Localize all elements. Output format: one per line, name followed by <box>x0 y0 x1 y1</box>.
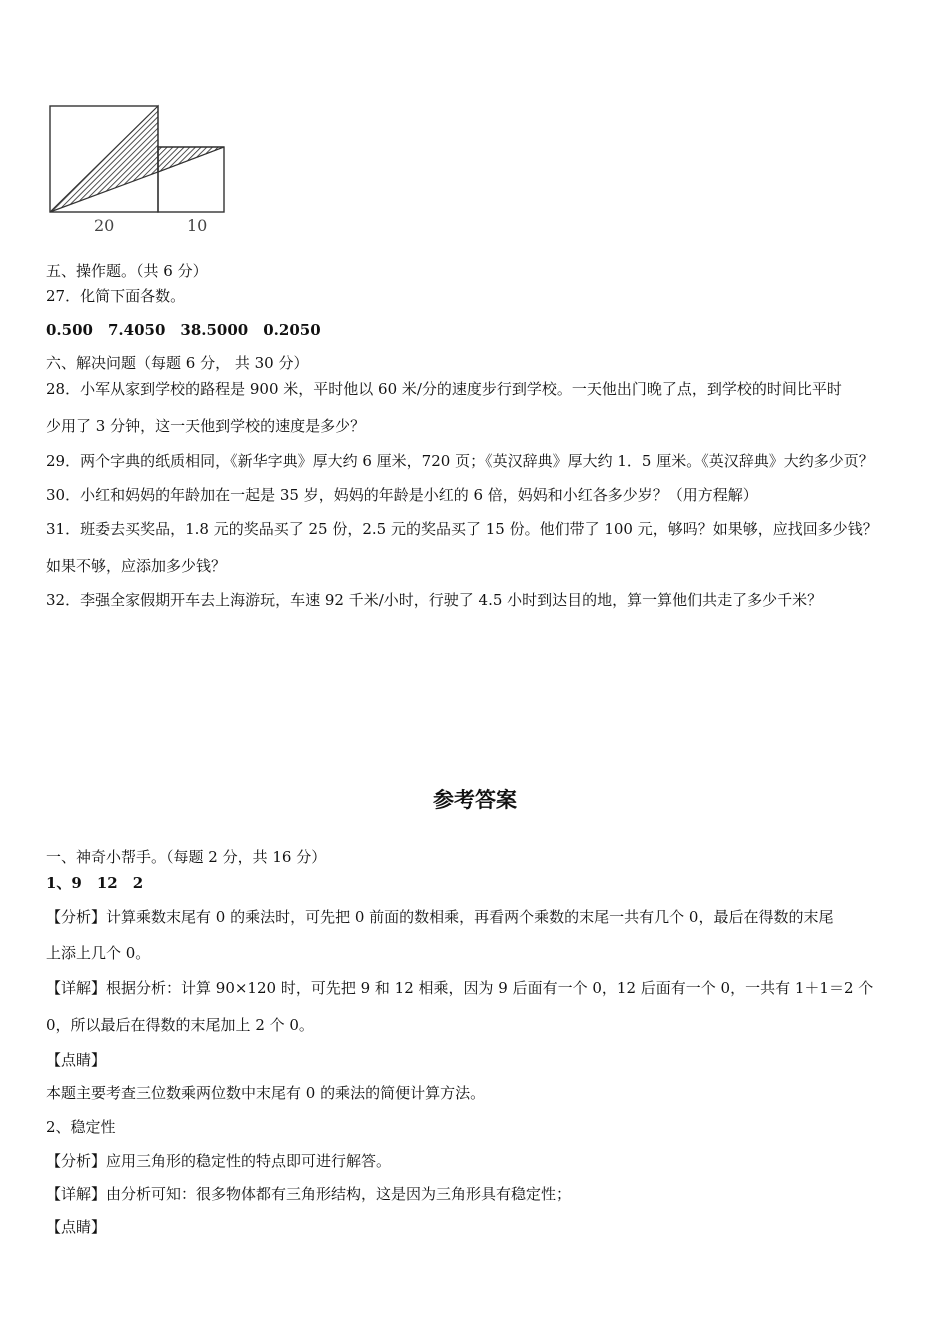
question-31-line2: 如果不够，应添加多少钱？ <box>46 557 227 575</box>
answers-section1-heading: 一、神奇小帮手。（每题 2 分，共 16 分） <box>46 848 327 866</box>
answer-1-comment-label: 【点睛】 <box>46 1051 107 1069</box>
question-30: 30．小红和妈妈的年龄加在一起是 35 岁，妈妈的年龄是小红的 6 倍，妈妈和小红各多少岁？（用方程解） <box>46 486 758 504</box>
answer-1-detail-line2: 0，所以最后在得数的末尾加上 2 个 0。 <box>46 1016 314 1034</box>
question-28-line2: 少用了 3 分钟，这一天他到学校的速度是多少？ <box>46 417 366 435</box>
answers-title: 参考答案 <box>433 787 517 812</box>
question-32: 32．李强全家假期开车去上海游玩，车速 92 千米/小时，行驶了 4.5 小时到达目的地，算一算他们共走了多少千米？ <box>46 591 823 609</box>
label-20: 20 <box>94 216 115 235</box>
question-31-line1: 31．班委去买奖品，1.8 元的奖品买了 25 份，2.5 元的奖品买了 15 份。他们带了 100 元，够吗？如果够，应找回多少钱？ <box>46 520 878 538</box>
answer-1-analysis-line2: 上添上几个 0。 <box>46 944 151 962</box>
section6-heading: 六、解决问题（每题 6 分， 共 30 分） <box>46 354 309 372</box>
numbers-to-simplify: 0.500 7.4050 38.5000 0.2050 <box>46 321 321 339</box>
answer-2-detail: 【详解】由分析可知：很多物体都有三角形结构，这是因为三角形具有稳定性； <box>46 1185 572 1203</box>
geometry-figure <box>44 100 244 240</box>
answer-1-analysis-line1: 【分析】计算乘数末尾有 0 的乘法时，可先把 0 前面的数相乘，再看两个乘数的末尾一共有几个 0，最后在得数的末尾 <box>46 908 834 926</box>
answer-2-comment-label: 【点睛】 <box>46 1218 107 1236</box>
question-28-line1: 28．小军从家到学校的路程是 900 米，平时他以 60 米/分的速度步行到学校。一天他出门晚了点，到学校的时间比平时 <box>46 380 842 398</box>
answer-2-analysis: 【分析】应用三角形的稳定性的特点即可进行解答。 <box>46 1152 392 1170</box>
section5-heading: 五、操作题。（共 6 分） <box>46 262 208 280</box>
question-27: 27．化简下面各数。 <box>46 287 186 305</box>
shaded-triangle-left <box>50 106 158 212</box>
answer-2: 2、稳定性 <box>46 1118 116 1136</box>
label-10: 10 <box>187 216 208 235</box>
answer-1-comment: 本题主要考查三位数乘两位数中末尾有 0 的乘法的简便计算方法。 <box>46 1084 486 1102</box>
question-29: 29．两个字典的纸质相同，《新华字典》厚大约 6 厘米，720 页；《英汉辞典》厚大约 1．5 厘米。《英汉辞典》大约多少页？ <box>46 452 874 470</box>
answer-1-detail-line1: 【详解】根据分析：计算 90×120 时，可先把 9 和 12 相乘，因为 9 后面有一个 0，12 后面有一个 0，一共有 1＋1＝2 个 <box>46 979 874 997</box>
answer-1: 1、9 12 2 <box>46 874 144 892</box>
